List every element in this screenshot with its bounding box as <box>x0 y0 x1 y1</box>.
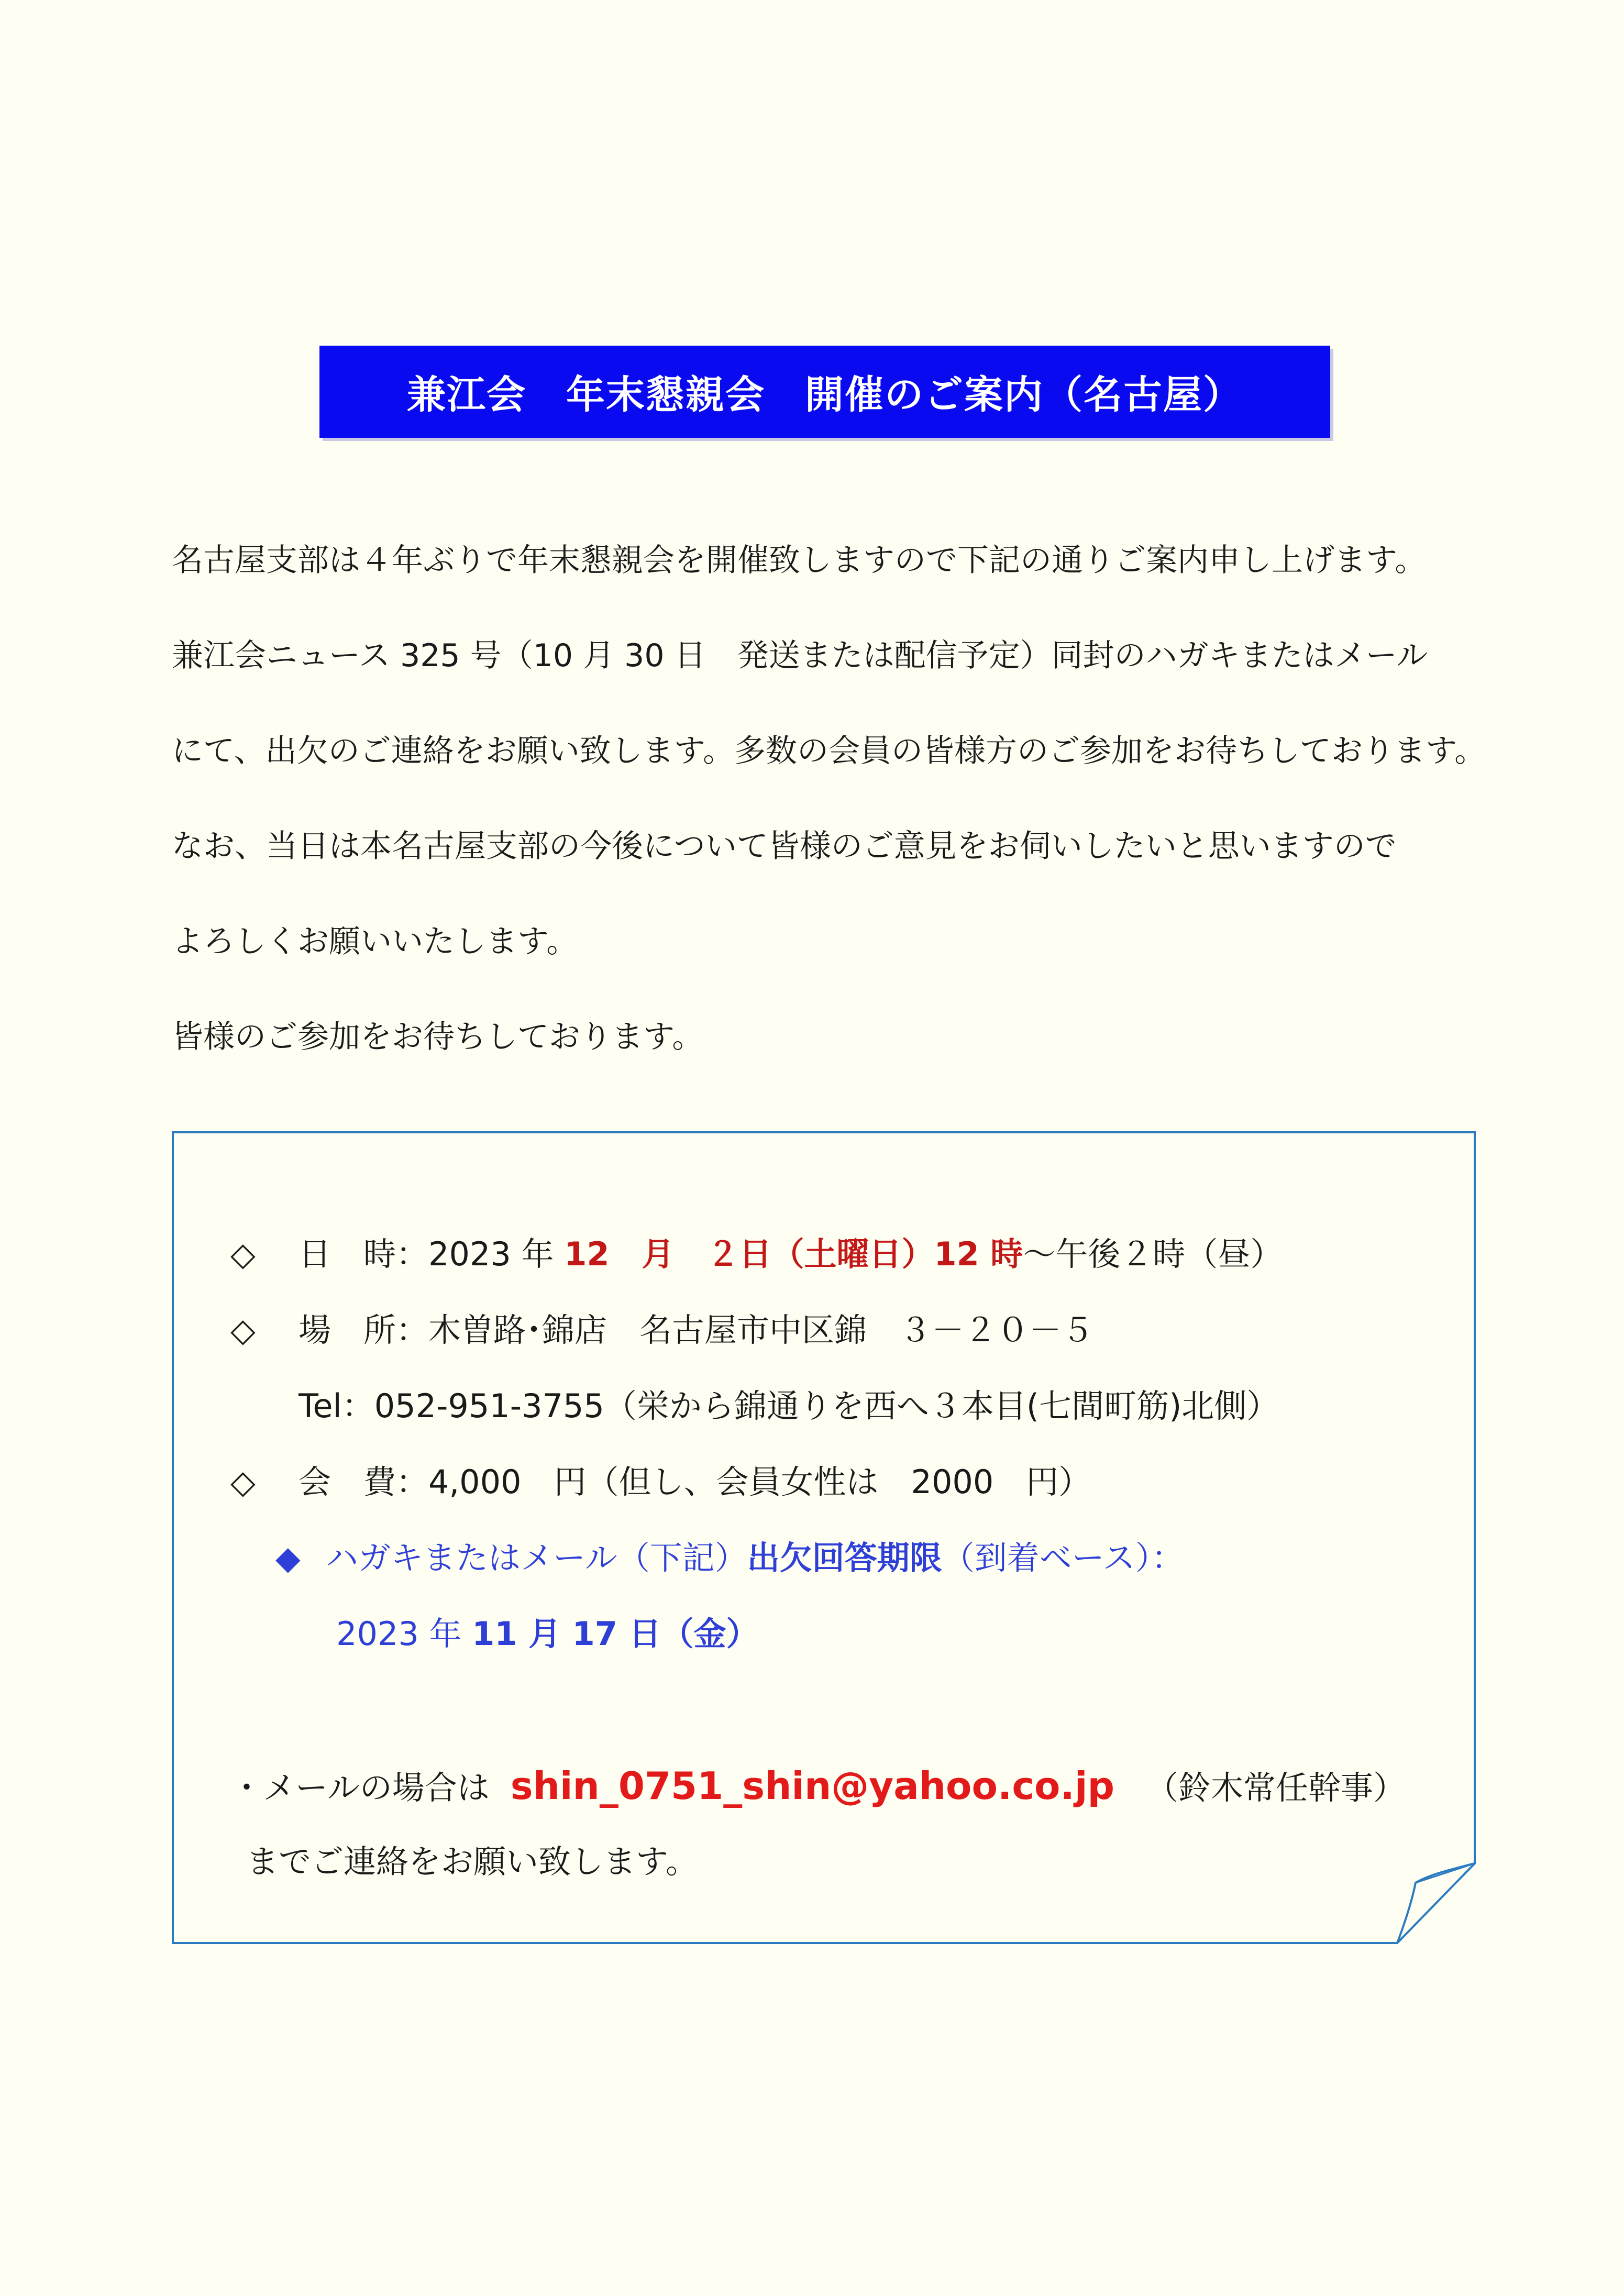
datetime-row <box>230 1236 1283 1273</box>
page-title: 兼江会 年末懇親会 開催のご案内（名古屋） <box>407 372 1243 417</box>
datetime-highlight: 12 月 ２日（土曜日）12 時 <box>564 1235 1023 1273</box>
intro-line: 名古屋支部は４年ぶりで年末懇親会を開催致しますので下記の通りご案内申し上げます。 <box>172 542 1427 579</box>
fee-row <box>230 1464 1091 1500</box>
deadline-suffix: （到着ベース）： <box>942 1539 1184 1577</box>
deadline-bold: 出欠回答期限 <box>747 1539 942 1577</box>
email-link[interactable]: shin_0751_shin@yahoo.co.jp <box>510 1764 1115 1808</box>
intro-line: なお、当日は本名古屋支部の今後について皆様のご意見をお伺いしたいと思いますので <box>172 828 1397 865</box>
mail-prefix: ・メールの場合は <box>230 1769 490 1807</box>
deadline-date-prefix: 2023 年 <box>336 1615 472 1653</box>
diamond-outline-icon: ◇ <box>230 1235 256 1273</box>
title-banner <box>319 346 1330 438</box>
place-row <box>230 1312 1094 1349</box>
intro-paragraph <box>172 542 1486 1117</box>
deadline-date-row <box>336 1616 759 1652</box>
datetime-rest: ～午後２時（昼） <box>1023 1235 1283 1273</box>
diamond-filled-icon: ◆ <box>275 1539 301 1577</box>
mail-suffix: （鈴木常任幹事） <box>1146 1769 1406 1807</box>
diamond-outline-icon: ◇ <box>230 1463 256 1501</box>
tel-row <box>299 1388 1279 1425</box>
event-details-box <box>172 1131 1476 1944</box>
intro-line: にて、出欠のご連絡をお願い致します。多数の会員の皆様方のご参加をお待ちしております。 <box>172 733 1486 769</box>
deadline-date: 11 月 17 日（金） <box>472 1615 759 1653</box>
place-label: 場 所：木曽路･錦店 名古屋市中区錦 ３－２０－５ <box>299 1311 1095 1349</box>
tel-text: Tel：052-951-3755（栄から錦通りを西へ３本目(七間町筋)北側） <box>299 1387 1279 1425</box>
intro-line: 皆様のご参加をお待ちしております。 <box>172 1019 704 1055</box>
diamond-outline-icon: ◇ <box>230 1311 256 1349</box>
deadline-row <box>275 1540 1184 1576</box>
intro-line: 兼江会ニュース 325 号（10 月 30 日 発送または配信予定）同封のハガキまたはメール <box>172 637 1428 674</box>
mail-row <box>230 1764 1406 1808</box>
deadline-prefix: ハガキまたはメール（下記） <box>326 1539 747 1577</box>
mail-line2-text: までご連絡をお願い致します。 <box>246 1842 699 1881</box>
fee-label: 会 費：4,000 円（但し、会員女性は 2000 円） <box>299 1463 1091 1501</box>
mail-line2 <box>246 1844 698 1880</box>
intro-line: よろしくお願いいたします。 <box>172 923 578 960</box>
datetime-label: 日 時：2023 年 <box>299 1235 565 1273</box>
